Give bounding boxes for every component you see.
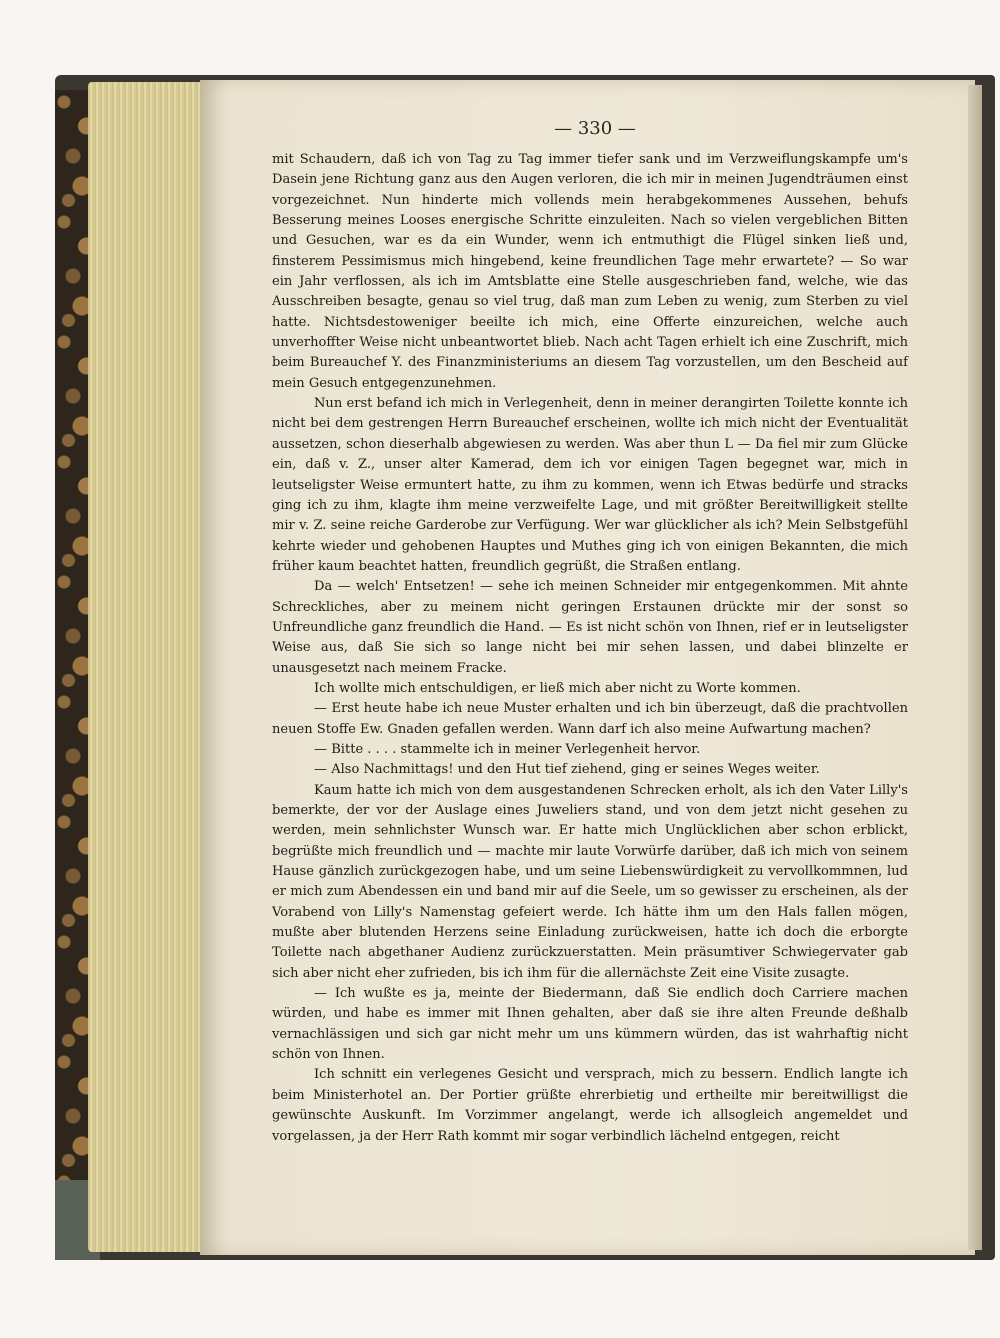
page-body-text: [272, 150, 908, 1147]
page-right-edge: [968, 85, 982, 1250]
paragraph: — Erst heute habe ich neue Muster erhalten und ich bin überzeugt, daß die prachtvollen neuen Stoffe Ew. Gnaden gefallen werden. Wann darf ich also meine Aufwartung machen?: [272, 701, 908, 737]
paragraph: Ich schnitt ein verlegenes Gesicht und versprach, mich zu bessern. Endlich langte ich beim Ministerhotel an. Der Portier grüßte ehrerbietig und ertheilte mir bereitwilligst die gewünschte Auskunft. Im Vorzimmer angelangt, werde ich allsogleich angemeldet und vorgelassen, ja der Herr Rath kommt mir sogar verbindlich lächelnd entgegen, reicht: [272, 1067, 908, 1144]
page-number: — 330 —: [554, 118, 636, 139]
paragraph: — Bitte . . . . stammelte ich in meiner Verlegenheit hervor.: [314, 741, 701, 757]
paragraph: — Also Nachmittags! und den Hut tief ziehend, ging er seines Weges weiter.: [314, 762, 820, 778]
paragraph: mit Schaudern, daß ich von Tag zu Tag immer tiefer sank und im Verzweiflungskampfe um's Dasein jene Richtung ganz aus den Augen verloren, die ich mir in meinen Jugendträumen einst vorgezeichnet. Nun hinderte mich vollends mein herabgekommenes Aussehen, behufs Besserung meines Looses energische Schritte einzuleiten. Nach so vielen vergeblichen Bitten und Gesuchen, war es da ein Wunder, wenn ich entmuthigt die Flügel sinken ließ und, finsterem Pessimismus mich hingebend, keine freundlichen Tage mehr erwartete? — So war ein Jahr verflossen, als ich im Amtsblatte eine Stelle ausgeschrieben fand, welche, wie das Ausschreiben besagte, genau so viel trug, daß man zum Leben zu wenig, zum Sterben zu viel hatte. Nichtsdestoweniger beeilte ich mich, eine Offerte einzureichen, welche auch unverhoffter Weise nicht unbeantwortet blieb. Nach acht Tagen erhielt ich eine Zuschrift, mich beim Bureauchef Y. des Finanzministeriums an diesem Tag vorzustellen, um den Bescheid auf mein Gesuch entgegenzunehmen.: [272, 152, 908, 391]
paragraph: — Ich wußte es ja, meinte der Biedermann, daß Sie endlich doch Carriere machen würden, und habe es immer mit Ihnen gehalten, aber daß sie ihre alten Freunde deßhalb vernachlässigen und sich gar nicht mehr um uns kümmern würden, das ist wahrhaftig nicht schön von Ihnen.: [272, 986, 908, 1063]
page-block-edges: [88, 82, 203, 1252]
paragraph: Da — welch' Entsetzen! — sehe ich meinen Schneider mir entgegenkommen. Mit ahnte Schreckliches, aber zu meinem nicht geringen Erstaunen drückte mir der sonst so Unfreundliche ganz freundlich die Hand. — Es ist nicht schön von Ihnen, rief er in leutseligster Weise aus, daß Sie sich so lange nicht bei mir sehen lassen, und dabei blinzelte er unausgesetzt nach meinem Fracke.: [272, 579, 908, 676]
paragraph: Nun erst befand ich mich in Verlegenheit, denn in meiner derangirten Toilette konnte ich nicht bei dem gestrengen Herrn Bureauchef erscheinen, wollte ich mich nicht der Eventualität aussetzen, schon dieserhalb abgewiesen zu werden. Was aber thun L — Da fiel mir zum Glücke ein, daß v. Z., unser alter Kamerad, dem ich vor einigen Tagen begegnet war, mich in leutseligster Weise ermuntert hatte, zu ihm zu kommen, wenn ich Etwas bedürfe und stracks ging ich zu ihm, klagte ihm meine verzweifelte Lage, und mit größter Bereitwilligkeit stellte mir v. Z. seine reiche Garderobe zur Verfügung. Wer war glücklicher als ich? Mein Selbstgefühl kehrte wieder und gehobenen Hauptes und Muthes ging ich von einigen Bekannten, die mich früher kaum beachtet hatten, freundlich gegrüßt, die Straßen entlang.: [272, 396, 908, 574]
paragraph: Ich wollte mich entschuldigen, er ließ mich aber nicht zu Worte kommen.: [314, 680, 801, 696]
paragraph: Kaum hatte ich mich von dem ausgestandenen Schrecken erholt, als ich den Vater Lilly's bemerkte, der vor der Auslage eines Juweliers stand, und von dem jetzt nicht gesehen zu werden, mein sehnlichster Wunsch war. Er hatte mich Unglücklichen aber schon erblickt, begrüßte mich freundlich und — machte mir laute Vorwürfe darüber, daß ich mich von seinem Hause gänzlich zurückgezogen habe, und um seine Liebenswürdigkeit zu vervollkommnen, lud er mich zum Abendessen ein und band mir auf die Seele, um so gewisser zu erscheinen, als der Vorabend von Lilly's Namenstag gefeiert werde. Ich hätte ihm um den Hals fallen mögen, mußte aber blutenden Herzens seine Einladung zurückweisen, hatte ich doch die erborgte Toilette nach abgethaner Audienz zurückzuerstatten. Mein präsumtiver Schwiegervater gab sich aber nicht eher zufrieden, bis ich ihm für die allernächste Zeit eine Visite zusagte.: [272, 782, 908, 981]
